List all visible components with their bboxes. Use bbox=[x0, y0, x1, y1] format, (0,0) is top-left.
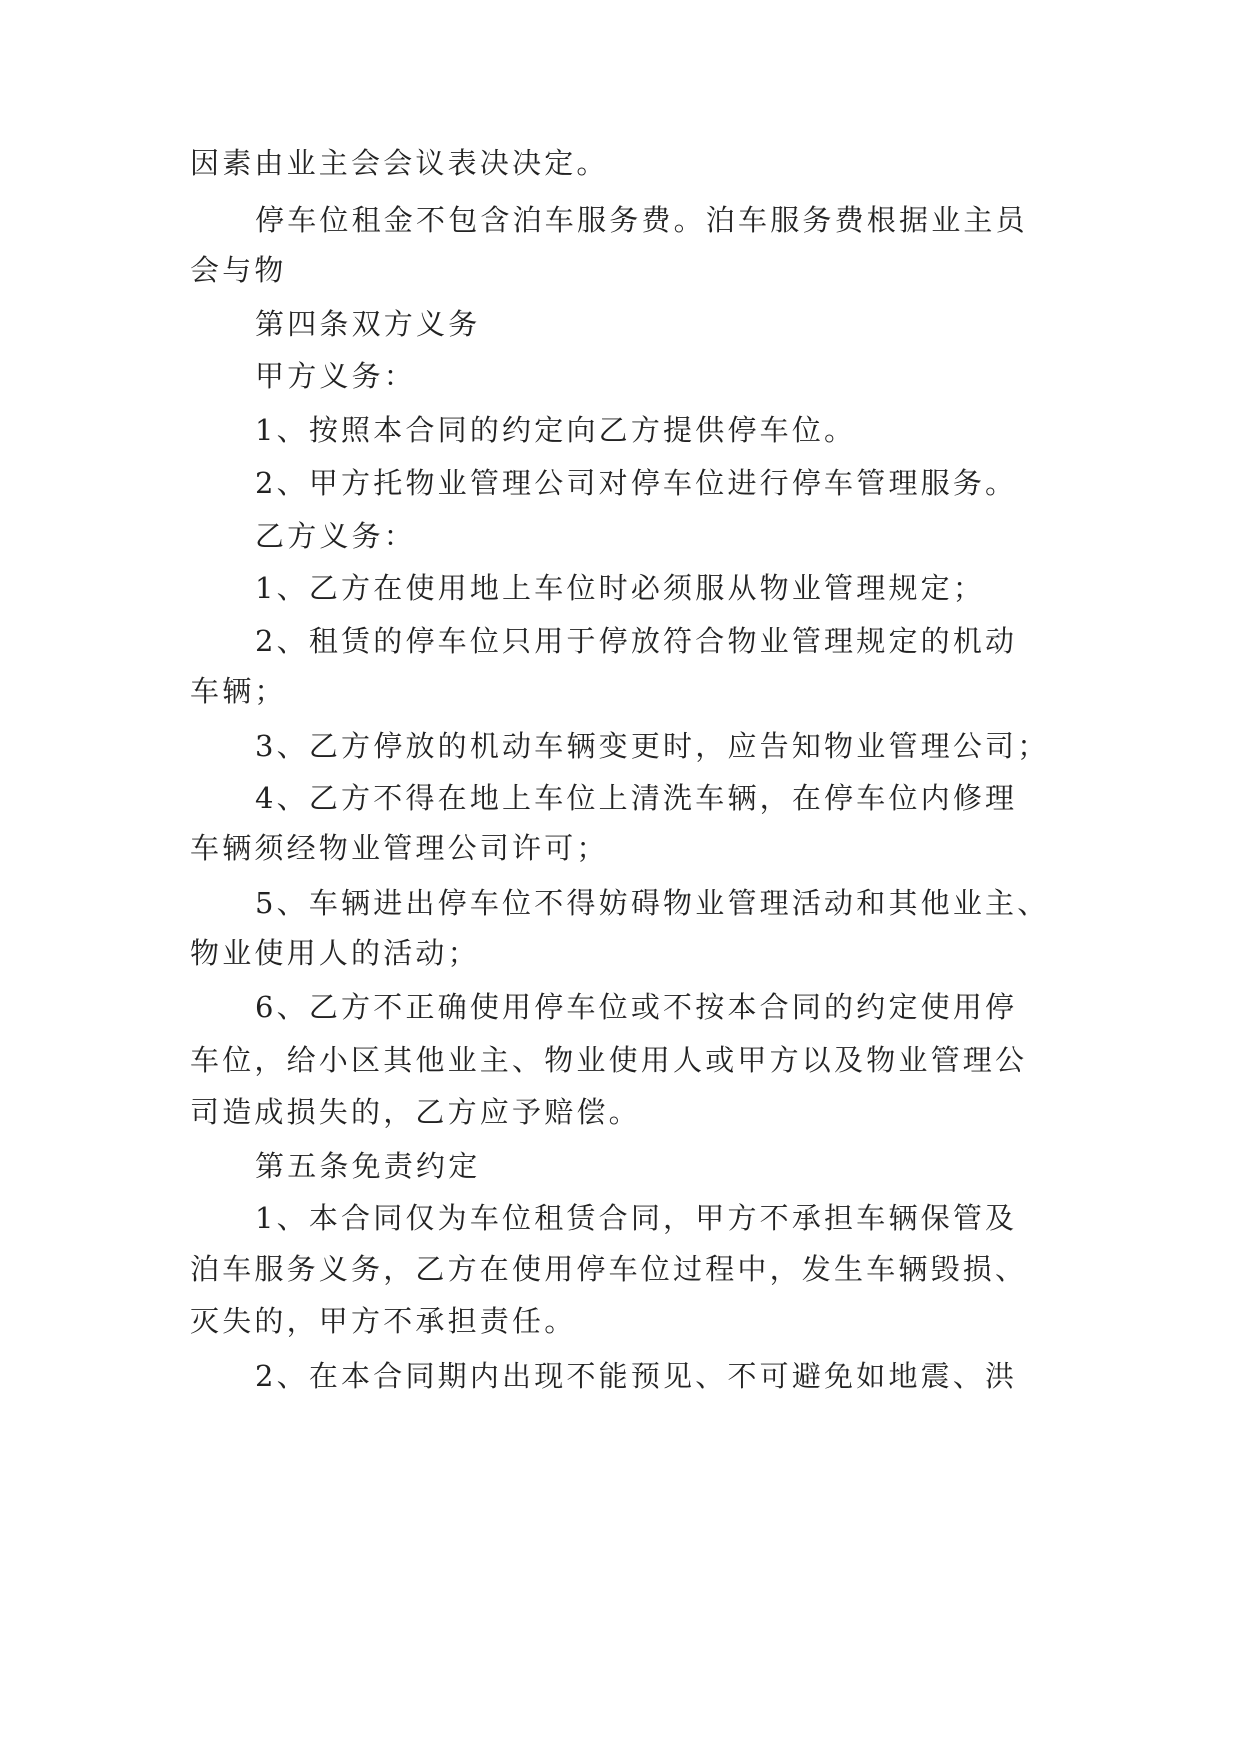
text-line: 车辆； bbox=[190, 674, 287, 708]
text-line: 6、乙方不正确使用停车位或不按本合同的约定使用停 bbox=[255, 990, 1018, 1024]
text-line: 灭失的，甲方不承担责任。 bbox=[190, 1304, 577, 1338]
text-line: 会与物 bbox=[190, 253, 287, 287]
text-line: 1、本合同仅为车位租赁合同，甲方不承担车辆保管及 bbox=[255, 1201, 1018, 1235]
text-line: 2、甲方托物业管理公司对停车位进行停车管理服务。 bbox=[255, 466, 1018, 500]
text-line: 4、乙方不得在地上车位上清洗车辆，在停车位内修理 bbox=[255, 781, 1018, 815]
text-line: 车位，给小区其他业主、物业使用人或甲方以及物业管理公 bbox=[190, 1043, 1028, 1077]
text-line: 2、在本合同期内出现不能预见、不可避免如地震、洪 bbox=[255, 1359, 1018, 1393]
section-heading: 第五条免责约定 bbox=[255, 1149, 481, 1183]
text-line: 1、乙方在使用地上车位时必须服从物业管理规定； bbox=[255, 571, 986, 605]
text-line: 3、乙方停放的机动车辆变更时，应告知物业管理公司； bbox=[255, 729, 1050, 763]
section-heading: 第四条双方义务 bbox=[255, 307, 481, 341]
subheading: 甲方义务： bbox=[255, 359, 417, 393]
text-line: 停车位租金不包含泊车服务费。泊车服务费根据业主员 bbox=[255, 203, 1028, 237]
subheading: 乙方义务： bbox=[255, 519, 417, 553]
text-line: 因素由业主会会议表决决定。 bbox=[190, 146, 609, 180]
text-line: 泊车服务义务，乙方在使用停车位过程中，发生车辆毁损、 bbox=[190, 1252, 1028, 1286]
text-line: 车辆须经物业管理公司许可； bbox=[190, 831, 609, 865]
text-line: 司造成损失的，乙方应予赔偿。 bbox=[190, 1095, 641, 1129]
text-line: 2、租赁的停车位只用于停放符合物业管理规定的机动 bbox=[255, 624, 1018, 658]
text-line: 1、按照本合同的约定向乙方提供停车位。 bbox=[255, 413, 857, 447]
text-line: 物业使用人的活动； bbox=[190, 936, 480, 970]
text-line: 5、车辆进出停车位不得妨碍物业管理活动和其他业主、 bbox=[255, 886, 1050, 920]
